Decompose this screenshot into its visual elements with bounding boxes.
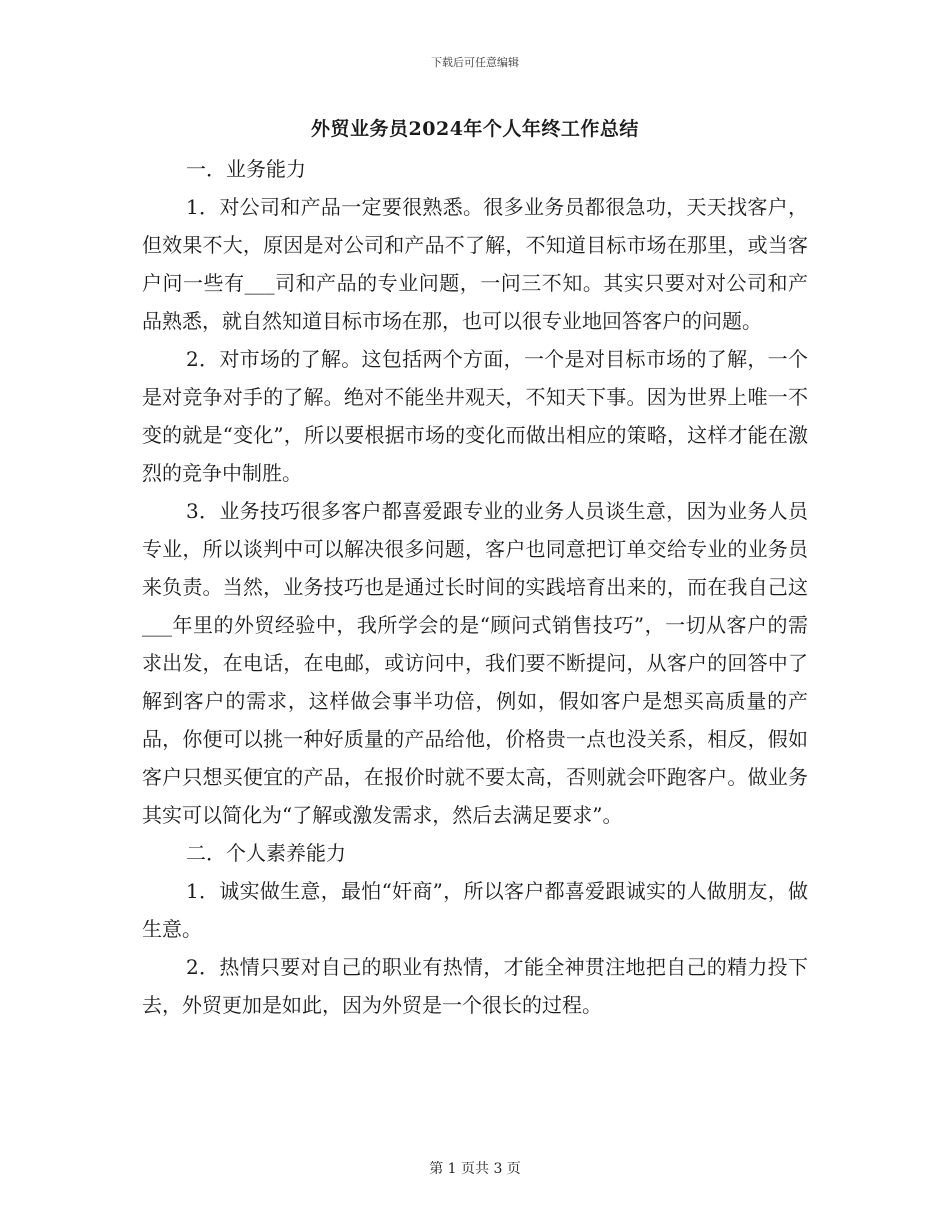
document-body	[142, 150, 808, 1024]
section-heading-2: 二．个人素养能力	[186, 841, 346, 865]
paragraph-1-3: 3．业务技巧很多客户都喜爱跟专业的业务人员谈生意，因为业务人员专业，所以谈判中可以解决很多问题，客户也同意把订单交给专业的业务员来负责。当然，业务技巧也是通过长时间的实践培育出来的，而在我自己这___年里的外贸经验中，我所学会的是“顾问式销售技巧”，一切从客户的需求出发，在电话，在电邮，或访问中，我们要不断提问，从客户的回答中了解到客户的需求，这样做会事半功倍，例如，假如客户是想买高质量的产品，你便可以挑一种好质量的产品给他，价格贵一点也没关系，相反，假如客户只想买便宜的产品，在报价时就不要太高，否则就会吓跑客户。做业务其实可以简化为“了解或激发需求，然后去满足要求”。	[142, 499, 808, 827]
paragraph-1-2: 2．对市场的了解。这包括两个方面，一个是对目标市场的了解，一个是对竞争对手的了解。绝对不能坐井观天，不知天下事。因为世界上唯一不变的就是“变化”，所以要根据市场的变化而做出相应的策略，这样才能在激烈的竞争中制胜。	[142, 347, 808, 485]
page-footer: 第 1 页共 3 页	[429, 1161, 521, 1177]
document-title: 外贸业务员2024年个人年终工作总结	[311, 118, 639, 140]
section-heading-1: 一．业务能力	[186, 157, 306, 181]
paragraph-2-2: 2．热情只要对自己的职业有热情，才能全神贯注地把自己的精力投下去，外贸更加是如此，因为外贸是一个很长的过程。	[142, 955, 808, 1017]
paragraph-2-1: 1．诚实做生意，最怕“奸商”，所以客户都喜爱跟诚实的人做朋友，做生意。	[142, 879, 808, 941]
page-header: 下载后可任意编辑	[431, 56, 519, 69]
paragraph-1-1: 1．对公司和产品一定要很熟悉。很多业务员都很急功，天天找客户，但效果不大，原因是对公司和产品不了解，不知道目标市场在那里，或当客户问一些有___司和产品的专业问题，一问三不知。其实只要对对公司和产品熟悉，就自然知道目标市场在那，也可以很专业地回答客户的问题。	[142, 195, 808, 333]
